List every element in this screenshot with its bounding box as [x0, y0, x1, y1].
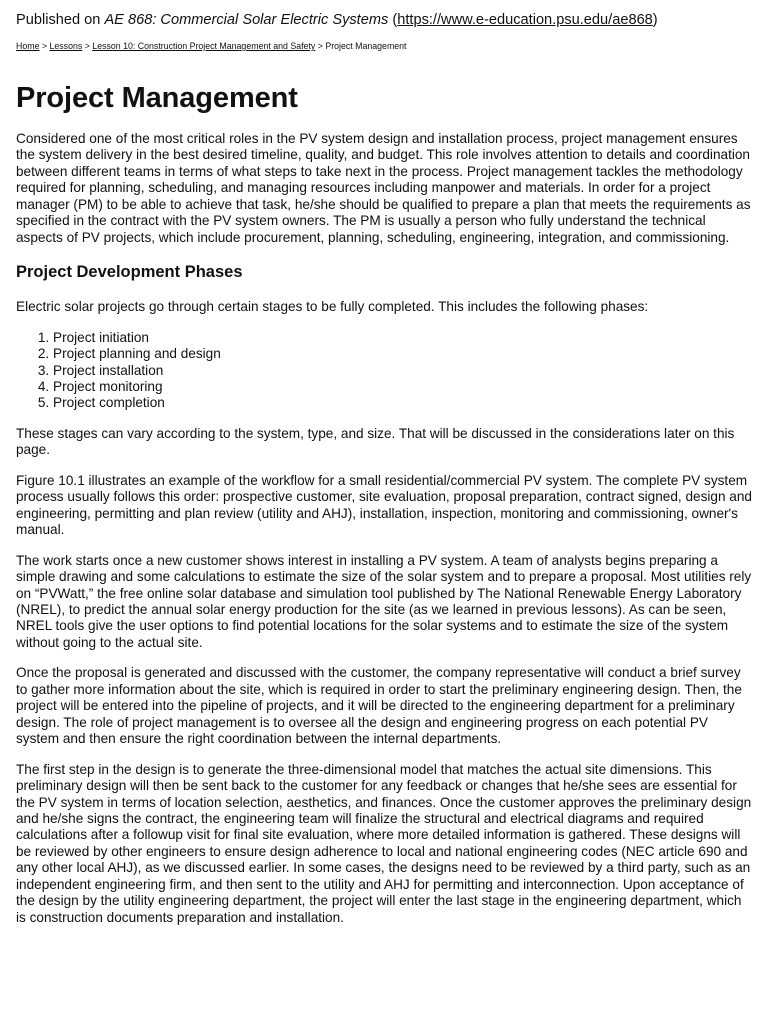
- intro-paragraph: Considered one of the most critical roles in the PV system design and installation process, project management ensures the system delivery in the best desired timeline, quality, and budget. This role involves attention to details and coordination between different teams in terms of what steps to take next in the process. Project management tackles the methodology required for planning, scheduling, and managing resources including manpower and materials. In order for a project manager (PM) to be able to achieve that task, he/she should be qualified to prepare a plan that meets the requirements as specified in the contract with the PV system owners. The PM is usually a person who fully understand the technical aspects of PV projects, which include procurement, planning, scheduling, engineering, integration, and commissioning.: [16, 131, 751, 245]
- published-prefix: Published on: [16, 12, 105, 28]
- section-lead-paragraph: Electric solar projects go through certain stages to be fully completed. This includes the following phases:: [16, 299, 649, 315]
- page-title: Project Management: [16, 82, 298, 114]
- published-line: [16, 10, 752, 30]
- body-paragraph: Once the proposal is generated and discussed with the customer, the company representative will conduct a brief survey to gather more information about the site, which is required in order to start the preliminary engineering design. Then, the project will be entered into the pipeline of projects, and it will be directed to the engineering department for a preliminary design. The role of project management is to oversee all the design and engineering progress on each potential PV system and then ensure the right coordination between the internal departments.: [16, 665, 742, 747]
- breadcrumb-separator: >: [82, 41, 93, 51]
- list-item: 2. Project planning and design: [53, 346, 752, 362]
- breadcrumb: [16, 40, 752, 52]
- breadcrumb-separator: >: [315, 41, 326, 51]
- body-paragraph: The first step in the design is to generate the three-dimensional model that matches the actual site dimensions. This preliminary design will then be sent back to the customer for any feedback or changes that he/she sees are essential for the PV system in terms of location selection, aesthetics, and finances. Once the customer approves the preliminary design and he/she signs the contract, the engineering team will finalize the structural and electrical diagrams and required calculations after a followup visit for final site evaluation, where more detailed information is gathered. These designs will be reviewed by other engineers to ensure design adherence to local and national engineering codes (NEC article 690 and any other local AHJ), as we discussed earlier. In some cases, the designs need to be reviewed by a third party, such as an independent engineering firm, and then sent to the utility and AHJ for permitting and interconnection. Upon acceptance of the design by the utility engineering department, the project will enter the last stage in the engineering department, which is construction documents preparation and installation.: [16, 761, 752, 925]
- body-paragraph: Figure 10.1 illustrates an example of the workflow for a small residential/commercial PV system. The complete PV system process usually follows this order: prospective customer, site evaluation, proposal preparation, contract signed, design and engineering, permitting and plan review (utility and AHJ), installation, inspection, monitoring and commissioning, owner's manual.: [16, 472, 752, 538]
- breadcrumb-lessons-link[interactable]: Lessons: [49, 41, 83, 51]
- body-paragraph: The work starts once a new customer shows interest in installing a PV system. A team of analysts begins preparing a simple drawing and some calculations to estimate the size of the solar system and to prepare a proposal. Most utilities rely on “PVWatt,” the free online solar database and simulation tool published by The National Renewable Energy Laboratory (NREL), to predict the annual solar energy production for the site (as we learned in previous lessons). As can be seen, NREL tools give the user options to find potential locations for the solar systems and to estimate the size of the system without going to the actual site.: [16, 552, 752, 650]
- course-title: AE 868: Commercial Solar Electric Systems: [104, 12, 389, 28]
- body-paragraph: These stages can vary according to the system, type, and size. That will be discussed in the considerations later on this page.: [16, 425, 735, 458]
- breadcrumb-lesson-link[interactable]: Lesson 10: Construction Project Management and Safety: [92, 41, 316, 51]
- list-item: 4. Project monitoring: [53, 379, 752, 395]
- url-close-paren: ): [652, 12, 658, 28]
- breadcrumb-home-link[interactable]: Home: [16, 41, 40, 51]
- list-item: 1. Project initiation: [53, 330, 752, 346]
- section-heading: Project Development Phases: [16, 263, 243, 282]
- breadcrumb-current: Project Management: [325, 41, 407, 51]
- list-item: 5. Project completion: [53, 395, 752, 411]
- list-item: 3. Project installation: [53, 363, 752, 379]
- phases-list: [16, 330, 752, 412]
- breadcrumb-separator: >: [39, 41, 50, 51]
- page-content: [16, 10, 752, 926]
- course-url-link[interactable]: https://www.e-education.psu.edu/ae868: [397, 12, 653, 28]
- url-open-paren: (: [388, 12, 398, 28]
